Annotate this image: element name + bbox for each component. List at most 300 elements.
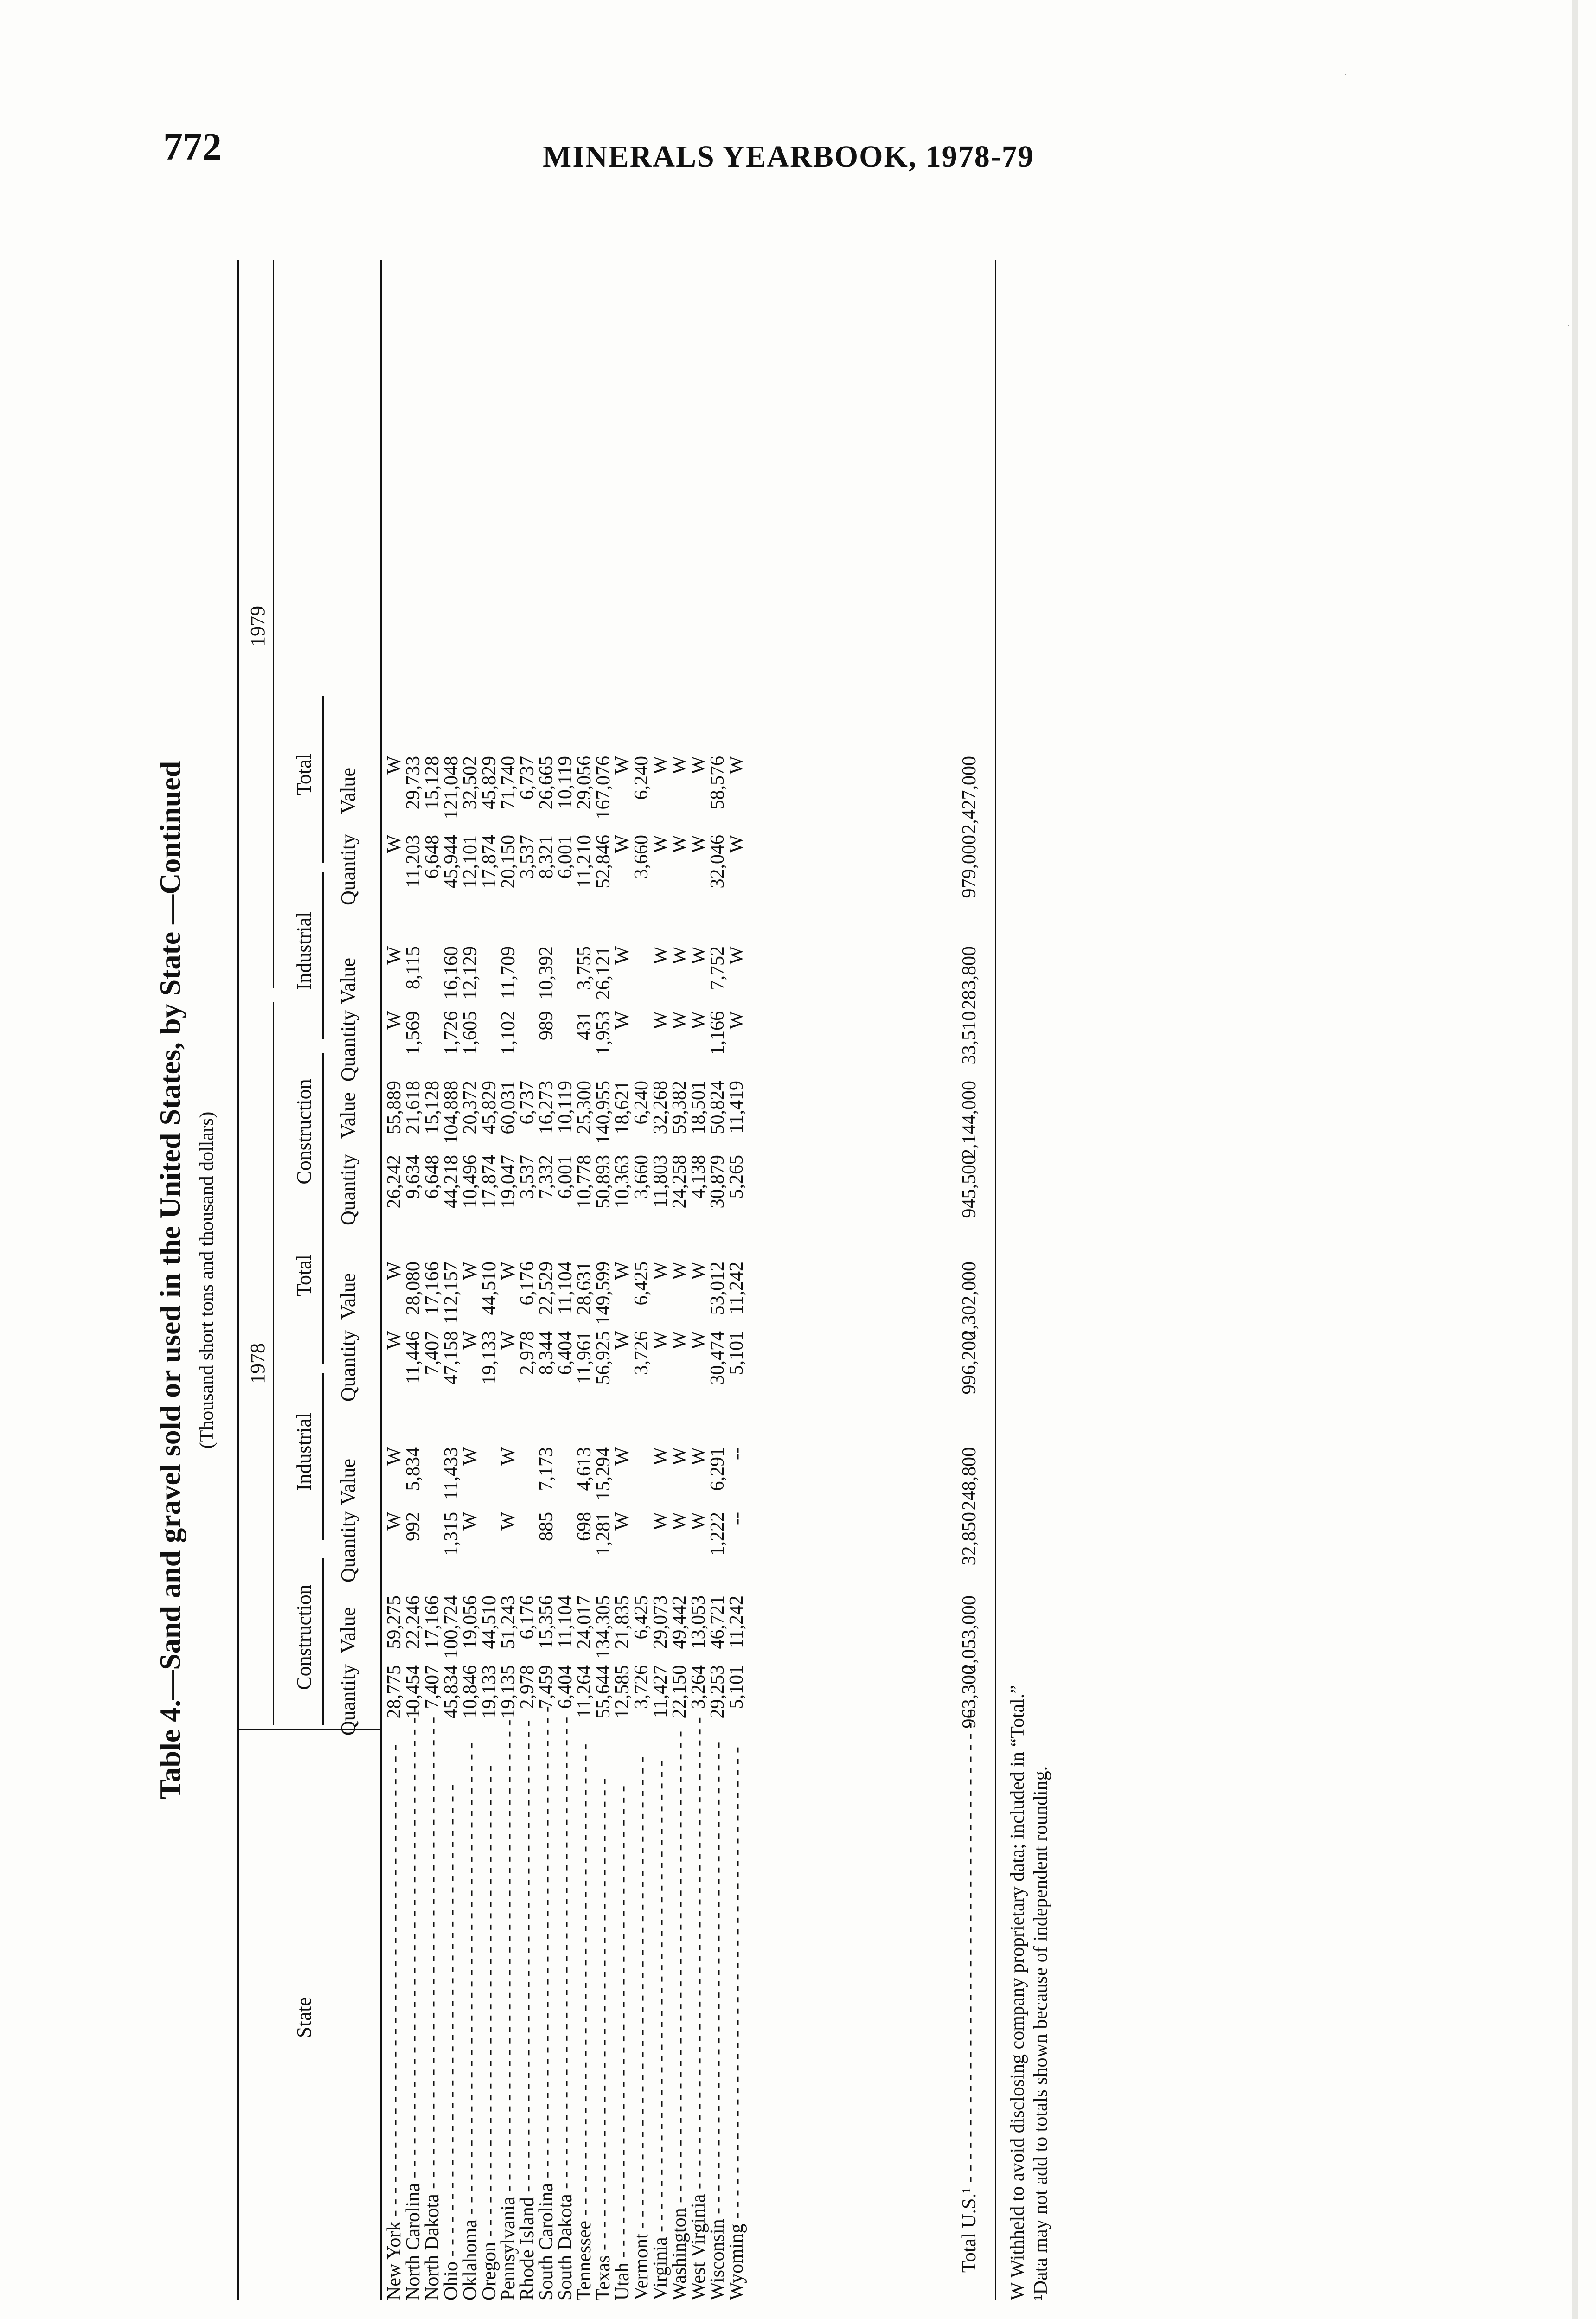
table-cell: 6,425 — [631, 1262, 652, 1306]
table-cell: 7,752 — [707, 946, 728, 990]
table-cell: 121,048 — [441, 756, 462, 820]
group-header: Industrial — [293, 911, 315, 990]
table-cell: 1,605 — [460, 1011, 481, 1055]
table-cell: 5,834 — [403, 1447, 424, 1491]
table-cell: 996,200 — [959, 1331, 980, 1395]
state-name: Oregon — [479, 2242, 500, 2300]
state-name: Washington — [669, 2208, 690, 2300]
table-cell: W — [612, 1011, 633, 1030]
table-cell: 11,203 — [403, 835, 424, 888]
table-cell: W — [688, 1512, 709, 1531]
state-name: West Virginia — [688, 2194, 709, 2300]
table-cell: 1,569 — [403, 1011, 424, 1055]
table-title: Table 4.—Sand and gravel sold or used in the United States, by State —Continued — [154, 761, 186, 1800]
table-cell: W — [650, 946, 671, 965]
table-cell: 11,210 — [574, 835, 595, 888]
table-cell: W — [688, 1262, 709, 1280]
state-name: Total U.S.¹ — [959, 2187, 980, 2273]
table-cell: 6,001 — [555, 835, 576, 879]
table-cell: W — [612, 756, 633, 775]
table-cell: 885 — [536, 1512, 557, 1541]
table-cell: W — [384, 1447, 405, 1466]
table-cell: 71,740 — [498, 756, 519, 810]
table-cell: 11,264 — [574, 1665, 595, 1718]
table-cell: 6,404 — [555, 1331, 576, 1375]
table-cell: 945,500 — [959, 1155, 980, 1218]
table-row — [689, 260, 708, 2300]
table-cell: 28,080 — [403, 1262, 424, 1315]
group-rule — [322, 1197, 324, 1364]
footnote-rounding: ¹Data may not add to totals shown because of independent rounding. — [1030, 1766, 1051, 2300]
header-bottom-rule — [380, 260, 382, 2300]
table-cell: W — [612, 1447, 633, 1466]
table-cell: W — [384, 756, 405, 775]
table-row — [556, 260, 575, 2300]
group-header: Total — [293, 754, 315, 795]
rotated-table — [153, 260, 1051, 2300]
year-rule — [273, 1002, 274, 1725]
table-cell: 11,427 — [650, 1665, 671, 1718]
table-cell: 11,242 — [726, 1595, 747, 1648]
column-header: Quantity — [337, 1010, 359, 1082]
table-cell: W — [669, 1447, 690, 1466]
table-cell: 1,166 — [707, 1011, 728, 1055]
table-cell: W — [498, 1512, 519, 1531]
table-cell: -- — [726, 1512, 747, 1525]
table-cell: 3,537 — [517, 835, 538, 879]
page-number: 772 — [163, 125, 222, 168]
table-cell: 50,824 — [707, 1081, 728, 1134]
table-cell: 16,160 — [441, 946, 462, 1000]
table-cell: 45,829 — [479, 756, 500, 810]
table-cell: 15,356 — [536, 1595, 557, 1649]
table-row — [461, 260, 480, 2300]
table-cell: -- — [726, 1447, 747, 1460]
group-rule — [322, 872, 324, 1039]
state-header: State — [293, 1997, 315, 2038]
table-cell: 3,755 — [574, 946, 595, 990]
table-cell: W — [650, 1447, 671, 1466]
table-cell: 17,874 — [479, 1155, 500, 1209]
table-cell: 10,846 — [460, 1665, 481, 1719]
table-cell: 18,501 — [688, 1081, 709, 1134]
table-cell: 6,404 — [555, 1665, 576, 1709]
state-name: Oklahoma — [460, 2219, 481, 2300]
table-cell: 11,104 — [555, 1262, 576, 1314]
table-cell: W — [688, 946, 709, 965]
table-row — [575, 260, 594, 2300]
table-cell: 20,150 — [498, 835, 519, 889]
table-cell: 7,332 — [536, 1155, 557, 1199]
table-cell: 11,242 — [726, 1262, 747, 1314]
column-header: Quantity — [337, 1330, 359, 1402]
table-cell: 55,889 — [384, 1081, 405, 1134]
table-cell: W — [498, 1331, 519, 1350]
table-cell: W — [669, 946, 690, 965]
table-cell: 13,053 — [688, 1595, 709, 1649]
table-cell: 49,442 — [669, 1595, 690, 1649]
group-rule — [322, 1053, 324, 1220]
leader-dots: - - - - - - - - - - - - - - - - - - - - - - - - - - - - - - - - - - - - - - - - - - — [498, 1719, 519, 2197]
table-cell: 3,537 — [517, 1155, 538, 1199]
column-header: Quantity — [337, 1664, 359, 1736]
leader-dots: - - - - - - - - - - - - - - - - - - - - - - - - - - - - - - - - - - - - - - - - - - — [688, 1717, 709, 2194]
table-cell: 45,944 — [441, 835, 462, 889]
leader-dots: - - - - - - - - - - - - - - - - - - - - - - - - - - - - - - - - - - - - - - - - - - — [555, 1717, 576, 2194]
table-row — [632, 260, 651, 2300]
table-cell: 22,529 — [536, 1262, 557, 1315]
state-name: Wisconsin — [707, 2219, 728, 2300]
table-row — [442, 260, 461, 2300]
table-cell: 45,834 — [441, 1665, 462, 1719]
leader-dots: - - - - - - - - - - - - - - - - - - - - - - - - - - - - - - - - - - - - - - - - - - — [612, 1785, 633, 2263]
group-header: Construction — [293, 1584, 315, 1690]
table-cell: 2,144,000 — [959, 1081, 980, 1159]
total-row — [960, 260, 979, 2300]
state-name: Wyoming — [726, 2223, 747, 2300]
table-row — [499, 260, 518, 2300]
table-cell: 11,446 — [403, 1331, 424, 1384]
table-cell: 6,425 — [631, 1595, 652, 1640]
state-name: Virginia — [650, 2237, 671, 2300]
table-cell: 60,031 — [498, 1081, 519, 1134]
table-cell: W — [460, 1262, 481, 1280]
table-cell: 6,001 — [555, 1155, 576, 1199]
table-cell: W — [726, 835, 747, 853]
speck — [1568, 325, 1569, 326]
table-cell: 6,240 — [631, 1081, 652, 1125]
table-cell: W — [650, 835, 671, 853]
table-cell: 24,017 — [574, 1595, 595, 1649]
table-cell: 5,101 — [726, 1331, 747, 1375]
group-header: Construction — [293, 1079, 315, 1185]
leader-dots: - - - - - - - - - - - - - - - - - - - - - - - - - - - - - - - - - - - - - - - - - - — [574, 1743, 595, 2221]
table-cell: 30,879 — [707, 1155, 728, 1209]
table-cell: W — [669, 756, 690, 775]
table-cell: 283,800 — [959, 946, 980, 1010]
table-row — [385, 260, 404, 2300]
table-cell: 10,496 — [460, 1155, 481, 1209]
table-cell: W — [460, 1447, 481, 1466]
table-cell: W — [612, 1512, 633, 1531]
table-cell: 17,166 — [422, 1262, 443, 1315]
state-name: North Carolina — [403, 2183, 424, 2300]
table-subtitle: (Thousand short tons and thousand dollars) — [196, 1111, 218, 1449]
table-cell: 26,121 — [593, 946, 614, 1000]
table-cell: 989 — [536, 1011, 557, 1040]
table-cell: 29,073 — [650, 1595, 671, 1649]
year-rule — [273, 260, 274, 988]
table-cell: 167,076 — [593, 756, 614, 820]
table-cell: 6,737 — [517, 756, 538, 800]
table-row — [480, 260, 499, 2300]
table-cell: 18,621 — [612, 1081, 633, 1134]
year-1979-header: 1979 — [246, 606, 269, 647]
table-cell: 11,104 — [555, 1595, 576, 1648]
table-cell: W — [669, 835, 690, 853]
table-cell: 29,253 — [707, 1665, 728, 1719]
table-cell: 11,419 — [726, 1081, 747, 1134]
table-cell: 3,726 — [631, 1331, 652, 1375]
column-header: Value — [337, 957, 359, 1005]
table-cell: W — [650, 1512, 671, 1531]
table-cell: 21,618 — [403, 1081, 424, 1134]
table-cell: 51,243 — [498, 1595, 519, 1649]
table-cell: W — [384, 1331, 405, 1350]
table-cell: 22,246 — [403, 1595, 424, 1649]
table-cell: 15,128 — [422, 756, 443, 810]
table-cell: 19,047 — [498, 1155, 519, 1209]
table-cell: W — [688, 1447, 709, 1466]
group-rule — [322, 696, 324, 863]
table-cell: 55,644 — [593, 1665, 614, 1719]
table-row — [423, 260, 442, 2300]
table-row — [708, 260, 727, 2300]
table-cell: 20,372 — [460, 1081, 481, 1134]
year-1978-header: 1978 — [246, 1343, 269, 1384]
table-cell: 104,888 — [441, 1081, 462, 1144]
table-cell: 6,648 — [422, 1155, 443, 1199]
table-cell: 59,382 — [669, 1081, 690, 1134]
table-cell: W — [612, 1262, 633, 1280]
table-cell: 44,510 — [479, 1595, 500, 1649]
table-cell: 24,258 — [669, 1155, 690, 1209]
leader-dots: - - - - - - - - - - - - - - - - - - - - - - - - - - - - - - - - - - - - - - - - - - — [403, 1706, 424, 2183]
table-cell: 248,800 — [959, 1447, 980, 1511]
column-header: Value — [337, 1607, 359, 1654]
table-cell: 134,305 — [593, 1595, 614, 1659]
table-cell: 698 — [574, 1512, 595, 1541]
table-cell: 47,158 — [441, 1331, 462, 1385]
table-row — [613, 260, 632, 2300]
table-cell: 21,835 — [612, 1595, 633, 1649]
table-cell: 44,510 — [479, 1262, 500, 1315]
table-cell: W — [460, 1331, 481, 1350]
group-rule — [322, 1558, 324, 1725]
table-cell: 7,407 — [422, 1665, 443, 1709]
table-cell: 59,275 — [384, 1595, 405, 1649]
table-cell: 1,726 — [441, 1011, 462, 1055]
table-cell: 12,101 — [460, 835, 481, 889]
table-cell: 4,138 — [688, 1155, 709, 1199]
table-cell: W — [612, 835, 633, 853]
table-cell: 32,046 — [707, 835, 728, 889]
table-cell: 3,264 — [688, 1665, 709, 1709]
table-cell: 6,240 — [631, 756, 652, 800]
table-cell: 1,102 — [498, 1011, 519, 1055]
table-cell: 10,454 — [403, 1665, 424, 1719]
state-name: Utah — [612, 2262, 633, 2300]
table-cell: 2,978 — [517, 1665, 538, 1709]
table-cell: 29,056 — [574, 756, 595, 810]
table-cell: W — [726, 756, 747, 775]
table-cell: 26,242 — [384, 1155, 405, 1209]
table-cell: 1,315 — [441, 1512, 462, 1556]
state-name: Vermont — [631, 2233, 652, 2300]
table-cell: 17,874 — [479, 835, 500, 889]
table-cell: 19,133 — [479, 1331, 500, 1385]
table-cell: 992 — [403, 1512, 424, 1541]
column-header: Value — [337, 1273, 359, 1320]
table-cell: 100,724 — [441, 1595, 462, 1659]
table-cell: 6,176 — [517, 1595, 538, 1640]
table-cell: 10,363 — [612, 1155, 633, 1209]
column-header: Value — [337, 1458, 359, 1505]
table-row — [651, 260, 670, 2300]
table-cell: 2,053,000 — [959, 1595, 980, 1673]
table-cell: W — [460, 1512, 481, 1531]
leader-dots: - - - - - - - - - - - - - - - - - - - - - - - - - - - - - - - - - - - - - - - - - - — [422, 1717, 443, 2194]
state-name: Tennessee — [574, 2221, 595, 2300]
state-name: South Carolina — [536, 2183, 557, 2300]
leader-dots: - - - - - - - - - - - - - - - - - - - - - - - - - - - - - - - - - - - - - - - - - - — [631, 1756, 652, 2234]
table-cell: 19,056 — [460, 1595, 481, 1649]
table-cell: 32,502 — [460, 756, 481, 810]
table-cell: 8,344 — [536, 1331, 557, 1375]
state-name: New York — [384, 2221, 405, 2300]
table-row — [727, 260, 746, 2300]
column-header: Value — [337, 767, 359, 814]
table-cell: W — [650, 1262, 671, 1280]
table-cell: 6,291 — [707, 1447, 728, 1491]
table-cell: W — [498, 1262, 519, 1280]
table-cell: 17,166 — [422, 1595, 443, 1649]
table-cell: 52,846 — [593, 835, 614, 889]
table-cell: 4,613 — [574, 1447, 595, 1491]
table-cell: W — [726, 946, 747, 965]
table-cell: 11,433 — [441, 1447, 462, 1500]
table-cell: 5,265 — [726, 1155, 747, 1199]
leader-dots: - - - - - - - - - - - - - - - - - - - - - - - - - - - - - - - - - - - - - - - - - - — [707, 1742, 728, 2219]
table-cell: W — [384, 1262, 405, 1280]
table-cell: 25,300 — [574, 1081, 595, 1134]
table-bottom-rule — [995, 260, 996, 2300]
group-header: Industrial — [293, 1412, 315, 1491]
table-cell: 2,302,000 — [959, 1262, 980, 1339]
table-cell: 140,955 — [593, 1081, 614, 1144]
table-row — [404, 260, 423, 2300]
table-cell: W — [688, 1331, 709, 1350]
table-cell: 19,135 — [498, 1665, 519, 1719]
table-cell: 10,119 — [555, 1081, 576, 1134]
table-cell: 979,000 — [959, 835, 980, 898]
state-name: North Dakota — [422, 2194, 443, 2300]
table-cell: W — [669, 1262, 690, 1280]
table-top-rule — [237, 260, 239, 2300]
table-cell: 7,459 — [536, 1665, 557, 1709]
table-row — [670, 260, 689, 2300]
table-cell: W — [669, 1011, 690, 1030]
table-cell: 44,218 — [441, 1155, 462, 1209]
table-cell: 33,510 — [959, 1011, 980, 1065]
state-name: Ohio — [441, 2261, 462, 2300]
table-cell: 22,150 — [669, 1665, 690, 1719]
table-cell: 28,631 — [574, 1262, 595, 1315]
table-cell: 8,115 — [403, 946, 424, 989]
table-cell: 11,709 — [498, 946, 519, 999]
table-cell: 58,576 — [707, 756, 728, 810]
column-header: Value — [337, 1092, 359, 1139]
table-cell: 9,634 — [403, 1155, 424, 1199]
table-row — [537, 260, 556, 2300]
table-cell: W — [384, 1011, 405, 1030]
table-cell: 3,660 — [631, 835, 652, 879]
table-cell: 12,585 — [612, 1665, 633, 1719]
table-cell: W — [384, 835, 405, 853]
table-cell: W — [688, 835, 709, 853]
table-cell: 30,474 — [707, 1331, 728, 1385]
table-cell: 149,599 — [593, 1262, 614, 1325]
table-cell: W — [650, 756, 671, 775]
table-cell: W — [688, 1011, 709, 1030]
state-name: Pennsylvania — [498, 2197, 519, 2300]
table-cell: 5,101 — [726, 1665, 747, 1709]
table-cell: 6,176 — [517, 1262, 538, 1306]
column-header: Quantity — [337, 1154, 359, 1225]
table-cell: 7,173 — [536, 1447, 557, 1491]
table-cell: 1,281 — [593, 1512, 614, 1556]
table-cell: 6,737 — [517, 1081, 538, 1125]
table-cell: W — [726, 1011, 747, 1030]
table-cell: W — [688, 756, 709, 775]
leader-dots: - - - - - - - - - - - - - - - - - - - - - - - - - - - - - - - - - - - - - - - - - - — [959, 1710, 980, 2188]
column-header: Quantity — [337, 1511, 359, 1582]
footnote-withheld: W Withheld to avoid disclosing company proprietary data; included in “Total.” — [1007, 1685, 1028, 2300]
leader-dots: - - - - - - - - - - - - - - - - - - - - - - - - - - - - - - - - - - - - - - - - - - — [460, 1742, 481, 2220]
table-cell: 112,157 — [441, 1262, 462, 1324]
table-cell: 8,321 — [536, 835, 557, 879]
group-rule — [322, 1373, 324, 1540]
leader-dots: - - - - - - - - - - - - - - - - - - - - - - - - - - - - - - - - - - - - - - - - - - — [479, 1765, 500, 2242]
table-cell: 28,775 — [384, 1665, 405, 1719]
table-cell: W — [612, 946, 633, 965]
table-cell: W — [384, 946, 405, 965]
table-cell: 10,392 — [536, 946, 557, 1000]
table-cell: 3,726 — [631, 1665, 652, 1709]
table-cell: W — [384, 1512, 405, 1531]
table-cell: 11,961 — [574, 1331, 595, 1384]
table-cell: 46,721 — [707, 1595, 728, 1649]
table-cell: 19,133 — [479, 1665, 500, 1719]
table-cell: W — [669, 1331, 690, 1350]
leader-dots: - - - - - - - - - - - - - - - - - - - - - - - - - - - - - - - - - - - - - - - - - - — [726, 1747, 747, 2224]
table-cell: 963,300 — [959, 1665, 980, 1729]
table-cell: 10,778 — [574, 1155, 595, 1209]
table-cell: 53,012 — [707, 1262, 728, 1315]
table-cell: 32,850 — [959, 1512, 980, 1566]
table-cell: 56,925 — [593, 1331, 614, 1385]
group-header: Total — [293, 1255, 315, 1296]
state-name: South Dakota — [555, 2194, 576, 2300]
table-cell: 16,273 — [536, 1081, 557, 1134]
table-cell: 45,829 — [479, 1081, 500, 1134]
table-cell: 3,660 — [631, 1155, 652, 1199]
speck — [1345, 74, 1346, 75]
table-cell: W — [498, 1447, 519, 1466]
state-name: Texas — [593, 2255, 614, 2300]
table-cell: 12,129 — [460, 946, 481, 1000]
running-title: MINERALS YEARBOOK, 1978-79 — [543, 140, 1034, 173]
leader-dots: - - - - - - - - - - - - - - - - - - - - - - - - - - - - - - - - - - - - - - - - - - — [536, 1706, 557, 2183]
table-row — [594, 260, 613, 2300]
table-cell: 32,268 — [650, 1081, 671, 1134]
state-name: Rhode Island — [517, 2197, 538, 2300]
table-cell: 1,222 — [707, 1512, 728, 1556]
table-row — [518, 260, 537, 2300]
table-cell: 6,648 — [422, 835, 443, 879]
table-cell: 11,803 — [650, 1155, 671, 1208]
table-cell: 29,733 — [403, 756, 424, 810]
